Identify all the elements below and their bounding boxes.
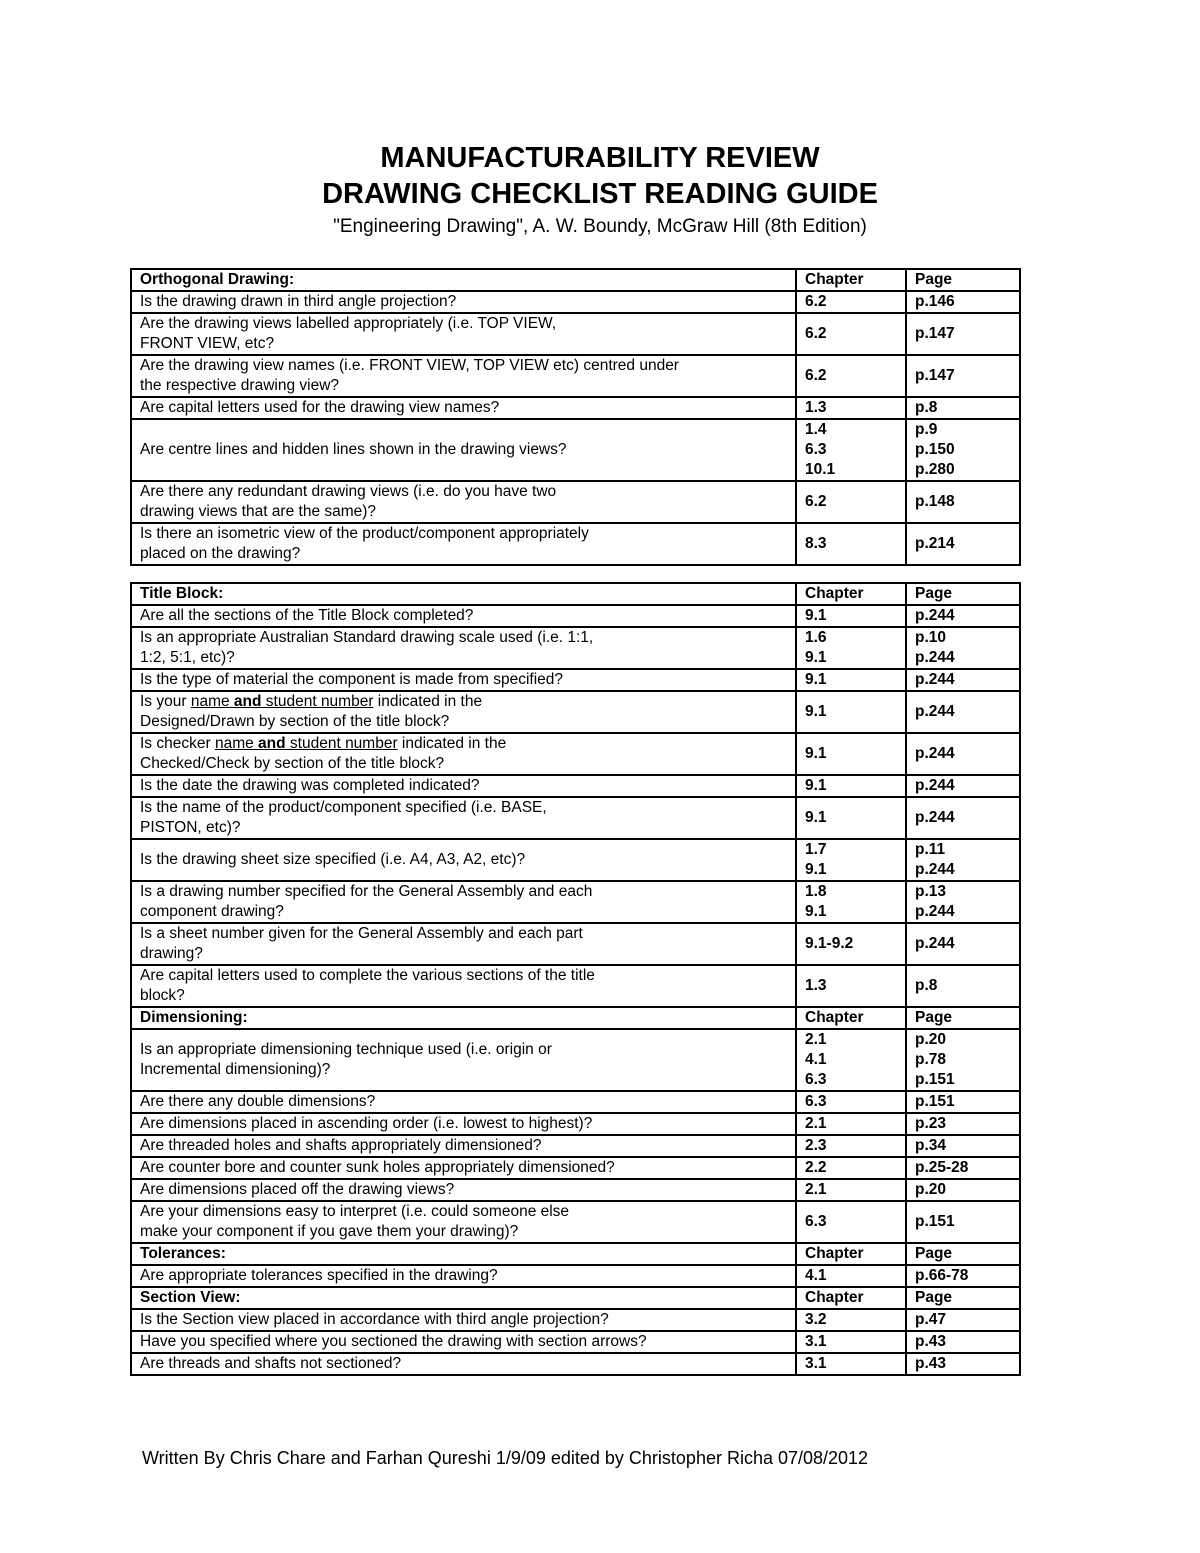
chapter-header	[796, 1287, 906, 1309]
page-cell	[906, 691, 1020, 733]
chapter-header	[796, 269, 906, 291]
question-cell-line: Are threaded holes and shafts appropriately dimensioned?	[140, 1137, 542, 1154]
chapter-cell	[796, 775, 906, 797]
question-cell	[131, 1309, 796, 1331]
section-header-row	[131, 269, 1020, 291]
question-cell-line: Are the drawing view names (i.e. FRONT VIEW, TOP VIEW etc) centred under	[140, 357, 679, 374]
question-cell-line: Are all the sections of the Title Block completed?	[140, 607, 474, 624]
question-cell	[131, 1135, 796, 1157]
question-cell	[131, 775, 796, 797]
chapter-cell-line: 6.2	[805, 325, 827, 342]
section-title-line: Title Block:	[140, 585, 224, 602]
page-cell-line: p.244	[915, 607, 955, 624]
question-cell-line: make your component if you gave them your drawing)?	[140, 1223, 519, 1240]
page-cell-line: p.10	[915, 629, 947, 646]
question-cell-line: Checked/Check by section of the title block?	[140, 755, 445, 772]
page-cell-line: p.244	[915, 649, 955, 666]
checklist-row	[131, 419, 1020, 481]
page-cell-line: p.244	[915, 861, 955, 878]
section-header-row	[131, 1287, 1020, 1309]
question-cell-line: Is the drawing drawn in third angle projection?	[140, 293, 457, 310]
checklist-row	[131, 1265, 1020, 1287]
chapter-cell-line: 8.3	[805, 535, 827, 552]
page-cell	[906, 419, 1020, 481]
chapter-cell	[796, 1331, 906, 1353]
chapter-cell-line: 2.1	[805, 1115, 827, 1132]
page-cell-line: p.8	[915, 399, 938, 416]
chapter-header-line: Chapter	[805, 1009, 864, 1026]
question-cell	[131, 419, 796, 481]
page-cell	[906, 733, 1020, 775]
orthogonal-drawing-table	[130, 268, 1021, 566]
checklist-row	[131, 923, 1020, 965]
text-segment: Is your	[140, 693, 191, 710]
title-block-checklist-table	[130, 582, 1021, 1376]
chapter-cell-line: 1.7	[805, 841, 827, 858]
page-header-cell-line: Page	[915, 1289, 953, 1306]
checklist-row	[131, 775, 1020, 797]
page-cell-line: p.151	[915, 1071, 955, 1088]
chapter-cell-line: 4.1	[805, 1267, 827, 1284]
question-cell	[131, 605, 796, 627]
text-segment: indicated in the	[397, 735, 507, 752]
chapter-cell-line: 9.1	[805, 671, 827, 688]
checklist-row	[131, 691, 1020, 733]
section-title	[131, 269, 796, 291]
chapter-cell	[796, 627, 906, 669]
question-cell-line: Is a drawing number specified for the General Assembly and each	[140, 883, 593, 900]
page-cell-line: p.47	[915, 1311, 947, 1328]
checklist-row	[131, 733, 1020, 775]
checklist-row	[131, 881, 1020, 923]
checklist-row	[131, 1157, 1020, 1179]
page-header-cell	[906, 269, 1020, 291]
question-cell	[131, 1029, 796, 1091]
chapter-cell-line: 1.3	[805, 977, 827, 994]
checklist-row	[131, 627, 1020, 669]
chapter-cell-line: 2.3	[805, 1137, 827, 1154]
question-cell-line: Are dimensions placed off the drawing views?	[140, 1181, 455, 1198]
chapter-header	[796, 583, 906, 605]
page-cell-line: p.147	[915, 325, 955, 342]
chapter-cell	[796, 1157, 906, 1179]
page-cell-line: p.244	[915, 745, 955, 762]
question-cell-line: Are capital letters used to complete the various sections of the title	[140, 967, 595, 984]
question-cell	[131, 691, 796, 733]
chapter-cell	[796, 839, 906, 881]
chapter-cell-line: 9.1	[805, 861, 827, 878]
question-cell-line: Is the date the drawing was completed indicated?	[140, 777, 480, 794]
question-cell	[131, 1091, 796, 1113]
chapter-header	[796, 1243, 906, 1265]
chapter-cell-line: 9.1	[805, 777, 827, 794]
chapter-cell-line: 1.3	[805, 399, 827, 416]
chapter-cell	[796, 881, 906, 923]
checklist-row	[131, 313, 1020, 355]
checklist-row	[131, 797, 1020, 839]
section-header-row	[131, 1243, 1020, 1265]
page-cell	[906, 881, 1020, 923]
text-segment: name	[214, 735, 259, 752]
page-cell	[906, 775, 1020, 797]
page-header-cell-line: Page	[915, 1009, 953, 1026]
question-cell-line: Is there an isometric view of the product/component appropriately	[140, 525, 589, 542]
chapter-cell	[796, 1353, 906, 1375]
question-cell	[131, 1353, 796, 1375]
page-cell	[906, 523, 1020, 565]
question-cell-line: PISTON, etc)?	[140, 819, 241, 836]
page-cell-line: p.244	[915, 903, 955, 920]
checklist-row	[131, 355, 1020, 397]
page-cell	[906, 397, 1020, 419]
chapter-cell	[796, 1179, 906, 1201]
page-cell-line: p.244	[915, 703, 955, 720]
question-cell	[131, 733, 796, 775]
question-cell	[131, 291, 796, 313]
page-cell	[906, 1201, 1020, 1243]
chapter-cell	[796, 1029, 906, 1091]
question-cell	[131, 397, 796, 419]
question-cell-line: drawing views that are the same)?	[140, 503, 377, 520]
question-cell-line: Are centre lines and hidden lines shown in the drawing views?	[140, 441, 567, 458]
chapter-cell	[796, 965, 906, 1007]
page-cell	[906, 291, 1020, 313]
document-title-line-2: DRAWING CHECKLIST READING GUIDE	[322, 178, 878, 210]
document-title-line-1: MANUFACTURABILITY REVIEW	[380, 142, 820, 174]
question-cell-line: block?	[140, 987, 185, 1004]
page-cell-line: p.25-28	[915, 1159, 969, 1176]
chapter-cell-line: 2.1	[805, 1031, 827, 1048]
checklist-row	[131, 1029, 1020, 1091]
page-cell	[906, 965, 1020, 1007]
page-header-cell	[906, 583, 1020, 605]
page-cell	[906, 481, 1020, 523]
page-cell-line: p.150	[915, 441, 955, 458]
chapter-cell-line: 9.1	[805, 703, 827, 720]
chapter-cell	[796, 313, 906, 355]
question-cell	[131, 313, 796, 355]
question-cell-line: Is the drawing sheet size specified (i.e. A4, A3, A2, etc)?	[140, 851, 526, 868]
page-cell	[906, 1353, 1020, 1375]
checklist-row	[131, 1353, 1020, 1375]
question-cell-line: drawing?	[140, 945, 203, 962]
chapter-cell	[796, 797, 906, 839]
question-cell	[131, 965, 796, 1007]
chapter-cell-line: 9.1-9.2	[805, 935, 854, 952]
checklist-row	[131, 397, 1020, 419]
page-cell-line: p.34	[915, 1137, 947, 1154]
chapter-cell	[796, 669, 906, 691]
question-cell	[131, 481, 796, 523]
question-cell	[131, 669, 796, 691]
page-cell-line: p.148	[915, 493, 955, 510]
checklist-row	[131, 1135, 1020, 1157]
question-cell-line: FRONT VIEW, etc?	[140, 335, 275, 352]
footer-credit: Written By Chris Chare and Farhan Qureshi 1/9/09 edited by Christopher Richa 07/08/2012	[142, 1448, 869, 1468]
page-cell-line: p.244	[915, 777, 955, 794]
checklist-row	[131, 523, 1020, 565]
page-cell-line: p.214	[915, 535, 955, 552]
chapter-cell-line: 9.1	[805, 809, 827, 826]
page-cell-line: p.244	[915, 809, 955, 826]
question-cell-line: Are dimensions placed in ascending order (i.e. lowest to highest)?	[140, 1115, 593, 1132]
chapter-cell-line: 6.3	[805, 441, 827, 458]
chapter-cell	[796, 733, 906, 775]
page-cell-line: p.66-78	[915, 1267, 969, 1284]
text-segment: and	[233, 693, 262, 710]
page-cell-line: p.151	[915, 1213, 955, 1230]
chapter-header-line: Chapter	[805, 1289, 864, 1306]
page-cell	[906, 669, 1020, 691]
text-segment: student number	[261, 693, 374, 710]
page-cell	[906, 923, 1020, 965]
question-cell-line: Designed/Drawn by section of the title block?	[140, 713, 450, 730]
question-cell-line: Are capital letters used for the drawing view names?	[140, 399, 500, 416]
text-segment: name	[190, 693, 234, 710]
question-cell	[131, 881, 796, 923]
checklist-row	[131, 1179, 1020, 1201]
page-cell-line: p.23	[915, 1115, 947, 1132]
chapter-header-line: Chapter	[805, 585, 864, 602]
section-title	[131, 583, 796, 605]
checklist-row	[131, 1091, 1020, 1113]
question-cell	[131, 1157, 796, 1179]
chapter-header	[796, 1007, 906, 1029]
page-cell-line: p.78	[915, 1051, 947, 1068]
page-cell-line: p.43	[915, 1333, 947, 1350]
question-cell-line: Is a sheet number given for the General Assembly and each part	[140, 925, 583, 942]
chapter-cell-line: 6.2	[805, 367, 827, 384]
chapter-cell-line: 6.2	[805, 293, 827, 310]
question-cell-line: the respective drawing view?	[140, 377, 340, 394]
page-cell-line: p.244	[915, 935, 955, 952]
checklist-row	[131, 839, 1020, 881]
page-cell-line: p.147	[915, 367, 955, 384]
chapter-cell-line: 1.6	[805, 629, 827, 646]
page-cell-line: p.280	[915, 461, 955, 478]
section-title-line: Tolerances:	[140, 1245, 226, 1262]
page-header-cell	[906, 1007, 1020, 1029]
question-cell-line	[140, 734, 795, 754]
section-header-row	[131, 583, 1020, 605]
checklist-row	[131, 1309, 1020, 1331]
checklist-row	[131, 669, 1020, 691]
question-cell	[131, 523, 796, 565]
page-cell	[906, 1309, 1020, 1331]
question-cell-line: Are threads and shafts not sectioned?	[140, 1355, 402, 1372]
question-cell	[131, 355, 796, 397]
chapter-cell-line: 9.1	[805, 607, 827, 624]
checklist-row	[131, 481, 1020, 523]
chapter-cell	[796, 1135, 906, 1157]
question-cell-line: 1:2, 5:1, etc)?	[140, 649, 235, 666]
chapter-cell-line: 6.2	[805, 493, 827, 510]
question-cell	[131, 923, 796, 965]
chapter-cell-line: 2.2	[805, 1159, 827, 1176]
checklist-row	[131, 1201, 1020, 1243]
question-cell-line: Is the Section view placed in accordance with third angle projection?	[140, 1311, 609, 1328]
chapter-cell-line: 3.1	[805, 1333, 827, 1350]
page-cell-line: p.13	[915, 883, 947, 900]
checklist-row	[131, 965, 1020, 1007]
section-title-line: Section View:	[140, 1289, 241, 1306]
page-header-cell	[906, 1287, 1020, 1309]
chapter-cell-line: 6.3	[805, 1093, 827, 1110]
chapter-cell	[796, 355, 906, 397]
question-cell-line: Are the drawing views labelled appropriately (i.e. TOP VIEW,	[140, 315, 557, 332]
section-title	[131, 1243, 796, 1265]
chapter-cell	[796, 291, 906, 313]
chapter-cell-line: 6.3	[805, 1071, 827, 1088]
section-title	[131, 1007, 796, 1029]
chapter-cell-line: 2.1	[805, 1181, 827, 1198]
document-subtitle: "Engineering Drawing", A. W. Boundy, McGraw Hill (8th Edition)	[333, 216, 867, 237]
section-title	[131, 1287, 796, 1309]
chapter-cell-line: 3.2	[805, 1311, 827, 1328]
page-cell	[906, 1179, 1020, 1201]
chapter-cell-line: 1.8	[805, 883, 827, 900]
question-cell-line: Are your dimensions easy to interpret (i.e. could someone else	[140, 1203, 570, 1220]
checklist-row	[131, 1113, 1020, 1135]
page-header-cell-line: Page	[915, 585, 953, 602]
question-cell-line: Are counter bore and counter sunk holes appropriately dimensioned?	[140, 1159, 615, 1176]
chapter-cell	[796, 419, 906, 481]
text-segment: indicated in the	[373, 693, 483, 710]
page-cell-line: p.11	[915, 841, 946, 858]
page-cell	[906, 313, 1020, 355]
question-cell	[131, 797, 796, 839]
page-cell	[906, 605, 1020, 627]
chapter-cell	[796, 605, 906, 627]
page-cell	[906, 627, 1020, 669]
chapter-cell	[796, 481, 906, 523]
chapter-cell	[796, 1113, 906, 1135]
page-cell	[906, 797, 1020, 839]
question-cell-line: Have you specified where you sectioned the drawing with section arrows?	[140, 1333, 647, 1350]
chapter-cell	[796, 691, 906, 733]
page-cell	[906, 1135, 1020, 1157]
page-cell-line: p.151	[915, 1093, 955, 1110]
question-cell	[131, 1179, 796, 1201]
question-cell-line: Are there any redundant drawing views (i.e. do you have two	[140, 483, 557, 500]
question-cell	[131, 627, 796, 669]
chapter-cell-line: 6.3	[805, 1213, 827, 1230]
chapter-cell	[796, 397, 906, 419]
question-cell	[131, 1331, 796, 1353]
page-cell	[906, 839, 1020, 881]
question-cell	[131, 839, 796, 881]
chapter-cell-line: 4.1	[805, 1051, 827, 1068]
page-header-cell-line: Page	[915, 271, 953, 288]
page-cell	[906, 1029, 1020, 1091]
page-cell	[906, 1091, 1020, 1113]
page-cell	[906, 355, 1020, 397]
page-cell	[906, 1331, 1020, 1353]
checklist-row	[131, 605, 1020, 627]
question-cell-line: Are appropriate tolerances specified in the drawing?	[140, 1267, 498, 1284]
question-cell-line: Is an appropriate Australian Standard drawing scale used (i.e. 1:1,	[140, 629, 594, 646]
question-cell-line: Is the name of the product/component specified (i.e. BASE,	[140, 799, 547, 816]
chapter-cell	[796, 1309, 906, 1331]
page-cell	[906, 1157, 1020, 1179]
question-cell	[131, 1201, 796, 1243]
chapter-cell-line: 9.1	[805, 745, 827, 762]
page-cell-line: p.43	[915, 1355, 947, 1372]
chapter-cell	[796, 923, 906, 965]
chapter-cell-line: 10.1	[805, 461, 836, 478]
text-segment: and	[258, 735, 286, 752]
section-header-row	[131, 1007, 1020, 1029]
text-segment: Is checker	[140, 735, 215, 752]
chapter-header-line: Chapter	[805, 1245, 864, 1262]
checklist-row	[131, 1331, 1020, 1353]
page-header	[0, 140, 1200, 240]
chapter-cell-line: 1.4	[805, 421, 827, 438]
question-cell-line	[140, 692, 795, 712]
page-cell-line: p.20	[915, 1031, 947, 1048]
question-cell-line: Are there any double dimensions?	[140, 1093, 376, 1110]
page-cell	[906, 1265, 1020, 1287]
page-cell-line: p.244	[915, 671, 955, 688]
chapter-cell-line: 9.1	[805, 903, 827, 920]
page-cell-line: p.146	[915, 293, 955, 310]
chapter-cell	[796, 1265, 906, 1287]
page-cell-line: p.9	[915, 421, 938, 438]
page-header-cell-line: Page	[915, 1245, 953, 1262]
checklist-row	[131, 291, 1020, 313]
section-title-line: Orthogonal Drawing:	[140, 271, 295, 288]
page-cell-line: p.20	[915, 1181, 947, 1198]
question-cell	[131, 1265, 796, 1287]
question-cell	[131, 1113, 796, 1135]
chapter-cell	[796, 1091, 906, 1113]
page-header-cell	[906, 1243, 1020, 1265]
question-cell-line: component drawing?	[140, 903, 284, 920]
question-cell-line: Is an appropriate dimensioning technique used (i.e. origin or	[140, 1041, 552, 1058]
text-segment: student number	[285, 735, 398, 752]
question-cell-line: Incremental dimensioning)?	[140, 1061, 331, 1078]
chapter-cell-line: 3.1	[805, 1355, 827, 1372]
chapter-cell	[796, 1201, 906, 1243]
question-cell-line: Is the type of material the component is made from specified?	[140, 671, 564, 688]
page-cell	[906, 1113, 1020, 1135]
page-cell-line: p.8	[915, 977, 938, 994]
question-cell-line: placed on the drawing?	[140, 545, 301, 562]
chapter-cell-line: 9.1	[805, 649, 827, 666]
chapter-header-line: Chapter	[805, 271, 864, 288]
section-title-line: Dimensioning:	[140, 1009, 248, 1026]
chapter-cell	[796, 523, 906, 565]
